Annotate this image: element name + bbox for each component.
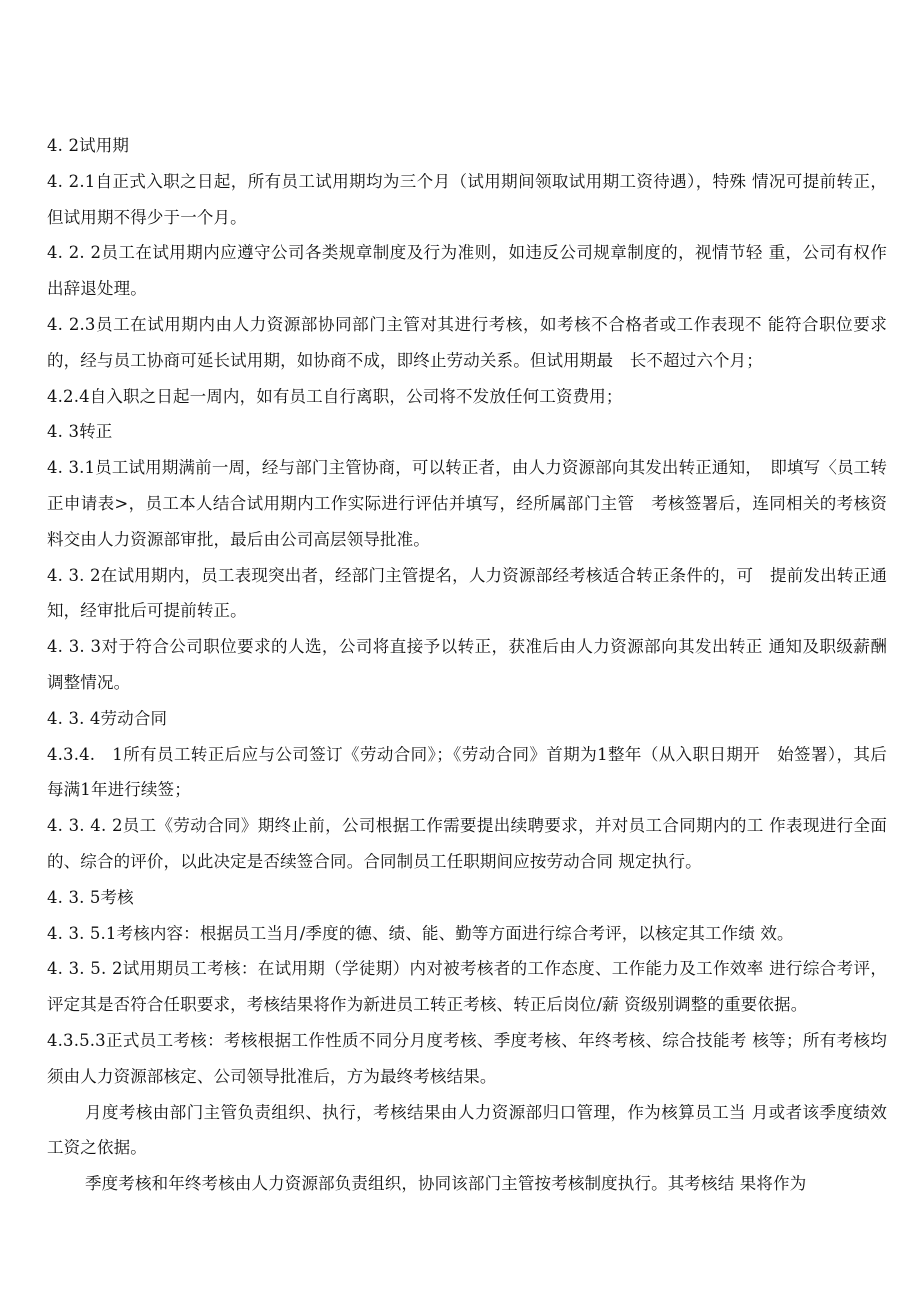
clause-4-3-4-2: 4. 3. 4. 2员工《劳动合同》期终止前，公司根据工作需要提出续聘要求，并对员工合同期内的工 作表现进行全面的、综合的评价，以此决定是否续签合同。合同制员工任职期间应按劳动合同 规定执行。 [47,816,887,871]
clause-4-3-1: 4. 3.1员工试用期满前一周，经与部门主管协商，可以转正者，由人力资源部向其发出转正通知， 即填写〈员工转正申请表>，员工本人结合试用期内工作实际进行评估并填写，经所属部门主管 考核签署后，连同相关的考核资料交由人力资源部审批，最后由公司高层领导批准。 [47,458,887,549]
quarterly-annual-review-paragraph: 季度考核和年终考核由人力资源部负责组织，协同该部门主管按考核制度执行。其考核结 果将作为 [85,1174,807,1194]
clause-4-2-3: 4. 2.3员工在试用期内由人力资源部协同部门主管对其进行考核，如考核不合格者或工作表现不 能符合职位要求的，经与员工协商可延长试用期，如协商不成，即终止劳动关系。但试用期最 长不超过六个月； [47,314,887,370]
section-heading-4-3-5: 4. 3. 5考核 [47,887,134,907]
section-heading-4-2: 4. 2试用期 [47,136,130,155]
clause-4-2-2: 4. 2. 2员工在试用期内应遵守公司各类规章制度及行为准则，如违反公司规章制度的，视情节轻 重，公司有权作出辞退处理。 [47,243,887,299]
clause-4-3-3: 4. 3. 3对于符合公司职位要求的人选，公司将直接予以转正，获准后由人力资源部向其发出转正 通知及职级薪酬调整情况。 [47,637,887,692]
clause-4-3-2: 4. 3. 2在试用期内，员工表现突出者，经部门主管提名，人力资源部经考核适合转正条件的，可 提前发出转正通知，经审批后可提前转正。 [47,565,887,621]
clause-4-3-5-3: 4.3.5.3正式员工考核：考核根据工作性质不同分月度考核、季度考核、年终考核、综合技能考 核等；所有考核均须由人力资源部核定、公司领导批准后，方为最终考核结果。 [47,1030,887,1086]
clause-4-3-5-1: 4. 3. 5.1考核内容：根据员工当月/季度的德、绩、能、勤等方面进行综合考评，以核定其工作绩 效。 [47,923,794,943]
clause-4-3-4-1: 4.3.4. 1所有员工转正后应与公司签订《劳动合同》；《劳动合同》首期为1整年（从入职日期开 始签署），其后每满1年进行续签； [47,744,887,800]
clause-4-2-4: 4.2.4自入职之日起一周内，如有员工自行离职，公司将不发放任何工资费用； [47,386,623,406]
clause-4-2-1: 4. 2.1自正式入职之日起，所有员工试用期均为三个月（试用期间领取试用期工资待遇），特殊 情况可提前转正，但试用期不得少于一个月。 [47,171,887,227]
section-heading-4-3-4: 4. 3. 4劳动合同 [47,708,168,728]
monthly-review-paragraph: 月度考核由部门主管负责组织、执行，考核结果由人力资源部归口管理，作为核算员工当 月或者该季度绩效工资之依据。 [47,1102,887,1158]
section-heading-4-3: 4. 3转正 [47,422,113,442]
clause-4-3-5-2: 4. 3. 5. 2试用期员工考核：在试用期（学徒期）内对被考核者的工作态度、工作能力及工作效率 进行综合考评，评定其是否符合任职要求，考核结果将作为新进员工转正考核、转正后岗位/薪 资级别调整的重要依据。 [47,959,887,1015]
document-body [47,128,887,1202]
